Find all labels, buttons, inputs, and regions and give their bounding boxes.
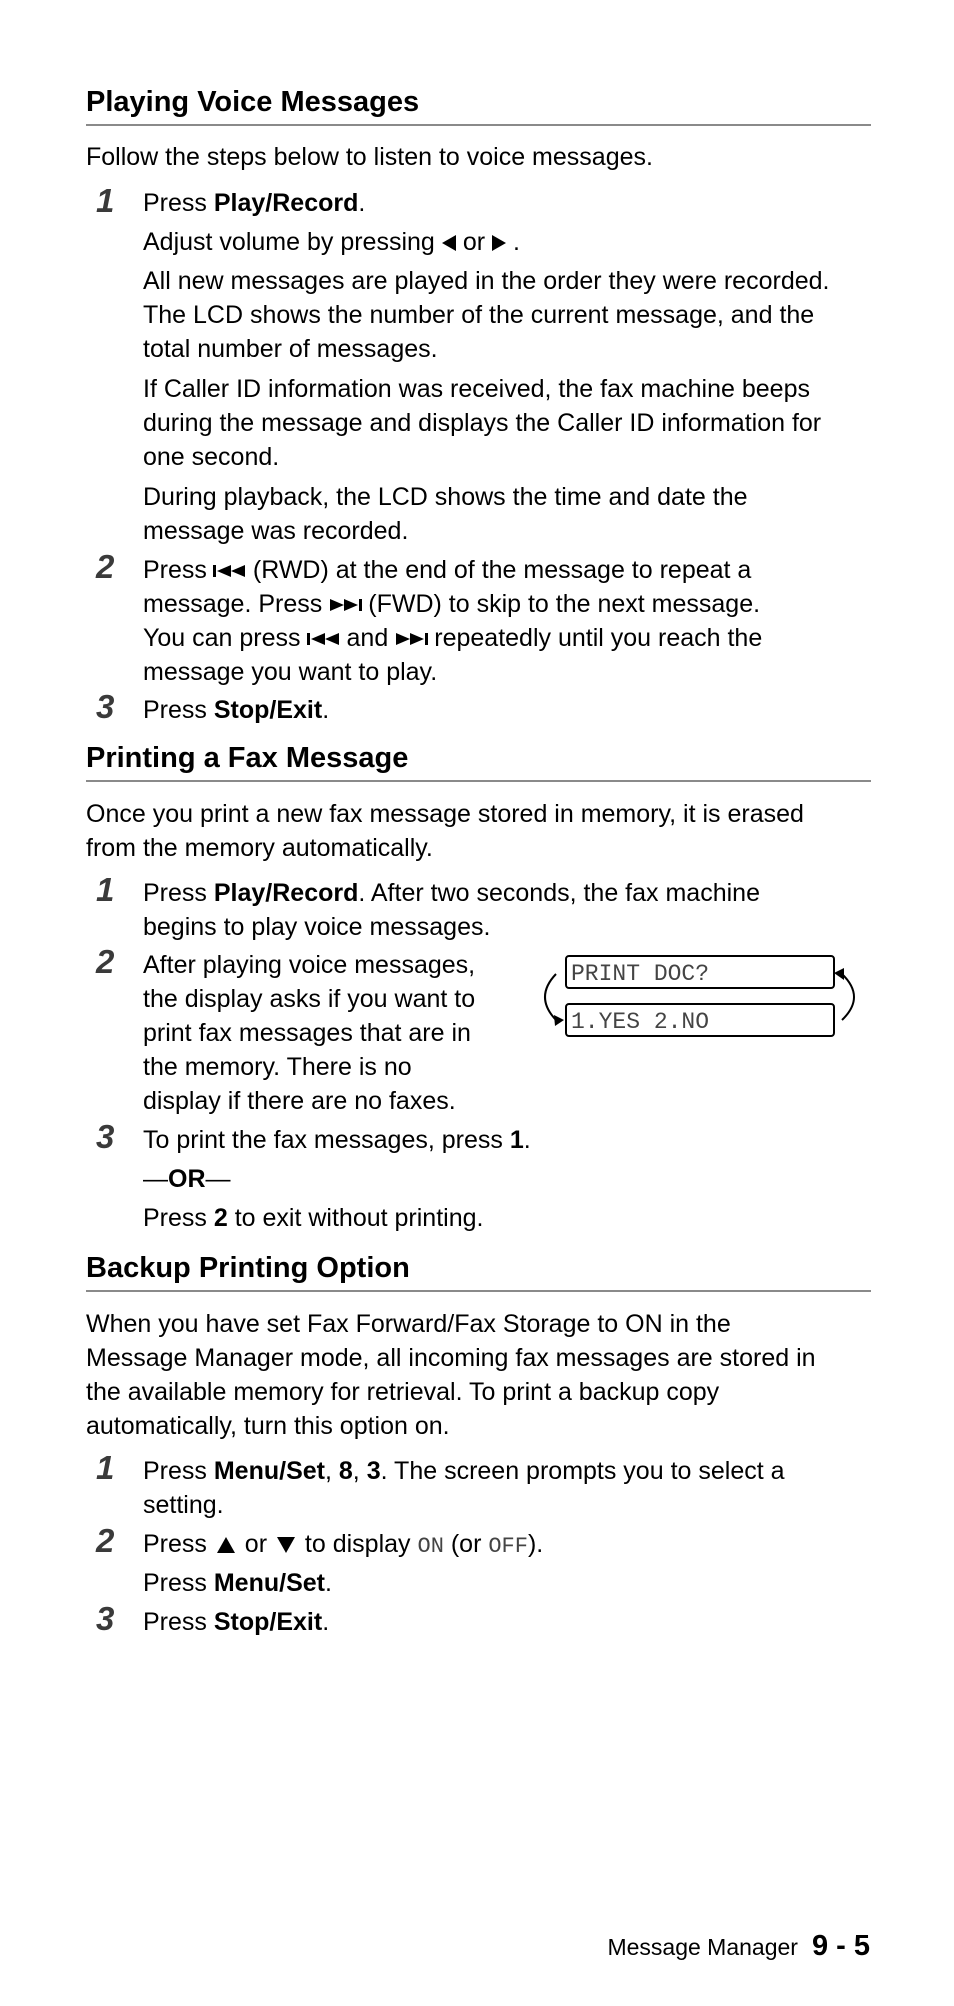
- page-number: 9 - 5: [811, 1930, 870, 1962]
- step-number: 1: [96, 182, 115, 219]
- fast-forward-icon: [392, 631, 430, 647]
- step-text: during the message and displays the Caller ID information for: [143, 409, 822, 437]
- step-text: Press Menu/Set, 8, 3. The screen prompts you to select a: [143, 1457, 785, 1485]
- cycle-arrow-left-icon: [530, 960, 570, 1035]
- fast-forward-icon: [326, 597, 364, 613]
- step-text: Press Play/Record.: [143, 189, 366, 217]
- up-arrow-icon: [216, 1536, 236, 1554]
- section-intro: When you have set Fax Forward/Fax Storage to ON in the: [86, 1310, 731, 1338]
- step-number: 2: [96, 1522, 115, 1559]
- step-text: Press Stop/Exit.: [143, 696, 330, 724]
- step-text: Press 2 to exit without printing.: [143, 1204, 484, 1232]
- footer-chapter: Message Manager: [607, 1934, 798, 1960]
- step-text: The LCD shows the number of the current message, and the: [143, 301, 815, 329]
- step-number: 1: [96, 1449, 115, 1486]
- step-number: 3: [96, 1118, 115, 1155]
- step-text: All new messages are played in the order they were recorded.: [143, 267, 830, 295]
- step-number: 3: [96, 1600, 115, 1637]
- step-text: You can press and repeatedly until you reach the: [143, 624, 763, 652]
- section-intro: Follow the steps below to listen to voice messages.: [86, 143, 653, 171]
- left-arrow-icon: [439, 233, 459, 253]
- section-heading-backup-printing-option: Backup Printing Option: [86, 1250, 871, 1292]
- step-number: 3: [96, 688, 115, 725]
- step-text: If Caller ID information was received, the fax machine beeps: [143, 375, 810, 403]
- section-heading-printing-fax-message: Printing a Fax Message: [86, 740, 871, 782]
- step-text: message. Press (FWD) to skip to the next message.: [143, 590, 761, 618]
- lcd-value-on: ON: [417, 1534, 444, 1559]
- section-intro: automatically, turn this option on.: [86, 1412, 450, 1440]
- section-intro: the available memory for retrieval. To print a backup copy: [86, 1378, 720, 1406]
- step-text: the display asks if you want to: [143, 985, 476, 1013]
- step-text: message was recorded.: [143, 517, 409, 545]
- step-text: To print the fax messages, press 1.: [143, 1126, 531, 1154]
- step-text: During playback, the LCD shows the time and date the: [143, 483, 748, 511]
- step-text: begins to play voice messages.: [143, 913, 491, 941]
- section-heading-playing-voice-messages: Playing Voice Messages: [86, 84, 871, 126]
- step-text: Press Stop/Exit.: [143, 1608, 330, 1636]
- lcd-display-line-1: PRINT DOC?: [565, 955, 835, 989]
- step-number: 2: [96, 548, 115, 585]
- section-intro: Once you print a new fax message stored in memory, it is erased: [86, 800, 804, 828]
- step-text: setting.: [143, 1491, 224, 1519]
- step-text: Adjust volume by pressing or .: [143, 228, 520, 256]
- step-text: Press or to display ON (or OFF).: [143, 1530, 544, 1559]
- step-number: 2: [96, 943, 115, 980]
- step-text: total number of messages.: [143, 335, 438, 363]
- or-separator: —OR—: [143, 1165, 231, 1193]
- rewind-icon: [211, 563, 249, 579]
- step-text: the memory. There is no: [143, 1053, 412, 1081]
- down-arrow-icon: [276, 1536, 296, 1554]
- step-text: one second.: [143, 443, 280, 471]
- step-text: print fax messages that are in: [143, 1019, 471, 1047]
- cycle-arrow-right-icon: [834, 960, 874, 1035]
- step-text: Press (RWD) at the end of the message to repeat a: [143, 556, 752, 584]
- lcd-display-line-2: 1.YES 2.NO: [565, 1003, 835, 1037]
- step-text: Press Play/Record. After two seconds, the fax machine: [143, 879, 760, 907]
- section-intro: Message Manager mode, all incoming fax messages are stored in: [86, 1344, 816, 1372]
- lcd-value-off: OFF: [488, 1534, 528, 1559]
- right-arrow-icon: [489, 233, 509, 253]
- step-number: 1: [96, 871, 115, 908]
- step-text: After playing voice messages,: [143, 951, 476, 979]
- page-footer: [607, 1926, 870, 1967]
- step-text: Press Menu/Set.: [143, 1569, 332, 1597]
- step-text: display if there are no faxes.: [143, 1087, 456, 1115]
- rewind-icon: [305, 631, 343, 647]
- step-text: message you want to play.: [143, 658, 438, 686]
- section-intro: from the memory automatically.: [86, 834, 433, 862]
